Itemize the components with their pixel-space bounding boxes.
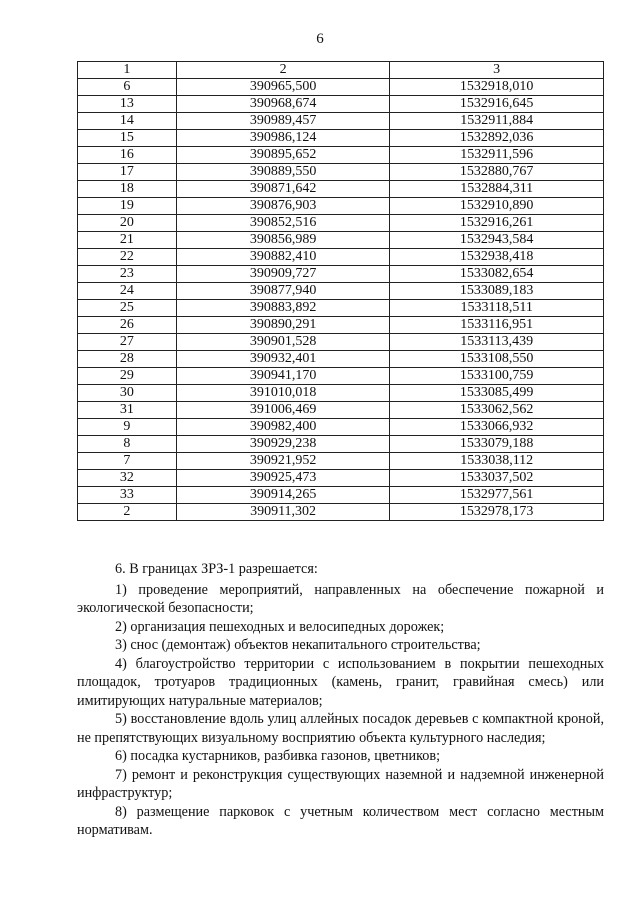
- y-coordinate-cell: 1533089,183: [390, 283, 604, 300]
- y-coordinate-cell: 1532978,173: [390, 504, 604, 521]
- x-coordinate-cell: 390911,302: [176, 504, 390, 521]
- x-coordinate-cell: 390883,892: [176, 300, 390, 317]
- point-number-cell: 16: [78, 147, 177, 164]
- table-row: [78, 368, 604, 385]
- x-coordinate-cell: 390986,124: [176, 130, 390, 147]
- point-number-cell: 13: [78, 96, 177, 113]
- coordinates-table-body: [78, 62, 604, 521]
- y-coordinate-cell: 1533038,112: [390, 453, 604, 470]
- list-item: 1) проведение мероприятий, направленных на обеспечение пожарной и экологической безопасности;: [77, 581, 604, 616]
- table-row: [78, 504, 604, 521]
- table-row: [78, 79, 604, 96]
- x-coordinate-cell: 390909,727: [176, 266, 390, 283]
- table-row: [78, 130, 604, 147]
- list-item: 2) организация пешеходных и велосипедных дорожек;: [115, 618, 445, 635]
- point-number-cell: 14: [78, 113, 177, 130]
- x-coordinate-cell: 390921,952: [176, 453, 390, 470]
- table-row: [78, 385, 604, 402]
- point-number-cell: 22: [78, 249, 177, 266]
- y-coordinate-cell: 1532911,596: [390, 147, 604, 164]
- section-heading: 6. В границах ЗРЗ-1 разрешается:: [115, 561, 318, 577]
- x-coordinate-cell: 390901,528: [176, 334, 390, 351]
- list-item: 7) ремонт и реконструкция существующих наземной и надземной инженерной инфраструктур;: [77, 766, 604, 801]
- y-coordinate-cell: 1533100,759: [390, 368, 604, 385]
- table-row: [78, 249, 604, 266]
- y-coordinate-cell: 1533113,439: [390, 334, 604, 351]
- point-number-cell: 18: [78, 181, 177, 198]
- point-number-cell: 21: [78, 232, 177, 249]
- table-row: [78, 351, 604, 368]
- x-coordinate-cell: 390941,170: [176, 368, 390, 385]
- x-coordinate-cell: 390932,401: [176, 351, 390, 368]
- page-number: 6: [316, 31, 324, 47]
- y-coordinate-cell: 1533079,188: [390, 436, 604, 453]
- y-coordinate-cell: 1533085,499: [390, 385, 604, 402]
- point-number-cell: 26: [78, 317, 177, 334]
- x-coordinate-cell: 390925,473: [176, 470, 390, 487]
- x-coordinate-cell: 390914,265: [176, 487, 390, 504]
- point-number-cell: 15: [78, 130, 177, 147]
- x-coordinate-cell: 390968,674: [176, 96, 390, 113]
- point-number-cell: 20: [78, 215, 177, 232]
- permitted-uses-section: [77, 560, 604, 840]
- list-item: 5) восстановление вдоль улиц аллейных посадок деревьев с компактной кроной, не препятствующих визуальному восприятию объекта культурного наследия;: [77, 711, 604, 746]
- list-item: 4) благоустройство территории с использованием в покрытии пешеходных площадок, тротуаров традиционных (камень, гранит, гравийная смесь) или имитирующих натуральные материалов;: [77, 655, 604, 709]
- x-coordinate-cell: 390852,516: [176, 215, 390, 232]
- point-number-cell: 30: [78, 385, 177, 402]
- point-number-cell: 17: [78, 164, 177, 181]
- x-coordinate-cell: 391006,469: [176, 402, 390, 419]
- x-coordinate-cell: 390856,989: [176, 232, 390, 249]
- y-coordinate-cell: 1532938,418: [390, 249, 604, 266]
- table-row: [78, 436, 604, 453]
- x-coordinate-cell: 390982,400: [176, 419, 390, 436]
- table-row: [78, 487, 604, 504]
- list-item: 6) посадка кустарников, разбивка газонов, цветников;: [115, 748, 441, 764]
- table-row: [78, 283, 604, 300]
- header-cell-point: 1: [78, 62, 177, 79]
- y-coordinate-cell: 1532911,884: [390, 113, 604, 130]
- table-row: [78, 402, 604, 419]
- coordinates-table: [77, 61, 604, 521]
- x-coordinate-cell: 390929,238: [176, 436, 390, 453]
- x-coordinate-cell: 390895,652: [176, 147, 390, 164]
- x-coordinate-cell: 390871,642: [176, 181, 390, 198]
- y-coordinate-cell: 1533108,550: [390, 351, 604, 368]
- list-item: 3) снос (демонтаж) объектов некапитального строительства;: [115, 637, 481, 653]
- point-number-cell: 19: [78, 198, 177, 215]
- y-coordinate-cell: 1532884,311: [390, 181, 604, 198]
- table-row: [78, 317, 604, 334]
- header-cell-y: 3: [390, 62, 604, 79]
- point-number-cell: 23: [78, 266, 177, 283]
- point-number-cell: 29: [78, 368, 177, 385]
- point-number-cell: 8: [78, 436, 177, 453]
- y-coordinate-cell: 1532916,645: [390, 96, 604, 113]
- y-coordinate-cell: 1532977,561: [390, 487, 604, 504]
- table-row: [78, 147, 604, 164]
- y-coordinate-cell: 1533082,654: [390, 266, 604, 283]
- x-coordinate-cell: 390989,457: [176, 113, 390, 130]
- table-header-row: [78, 62, 604, 79]
- point-number-cell: 25: [78, 300, 177, 317]
- point-number-cell: 27: [78, 334, 177, 351]
- permitted-uses-list: [77, 581, 604, 840]
- point-number-cell: 31: [78, 402, 177, 419]
- y-coordinate-cell: 1532943,584: [390, 232, 604, 249]
- point-number-cell: 9: [78, 419, 177, 436]
- table-row: [78, 266, 604, 283]
- table-row: [78, 113, 604, 130]
- y-coordinate-cell: 1532892,036: [390, 130, 604, 147]
- y-coordinate-cell: 1533116,951: [390, 317, 604, 334]
- table-row: [78, 215, 604, 232]
- header-cell-x: 2: [176, 62, 390, 79]
- point-number-cell: 33: [78, 487, 177, 504]
- point-number-cell: 7: [78, 453, 177, 470]
- x-coordinate-cell: 390876,903: [176, 198, 390, 215]
- list-item: 8) размещение парковок с учетным количеством мест согласно местным нормативам.: [77, 803, 604, 838]
- x-coordinate-cell: 391010,018: [176, 385, 390, 402]
- table-row: [78, 164, 604, 181]
- x-coordinate-cell: 390965,500: [176, 79, 390, 96]
- table-row: [78, 181, 604, 198]
- table-row: [78, 470, 604, 487]
- point-number-cell: 6: [78, 79, 177, 96]
- y-coordinate-cell: 1533062,562: [390, 402, 604, 419]
- point-number-cell: 2: [78, 504, 177, 521]
- point-number-cell: 24: [78, 283, 177, 300]
- table-row: [78, 198, 604, 215]
- x-coordinate-cell: 390882,410: [176, 249, 390, 266]
- x-coordinate-cell: 390877,940: [176, 283, 390, 300]
- table-row: [78, 334, 604, 351]
- table-row: [78, 300, 604, 317]
- y-coordinate-cell: 1533066,932: [390, 419, 604, 436]
- y-coordinate-cell: 1532918,010: [390, 79, 604, 96]
- y-coordinate-cell: 1533037,502: [390, 470, 604, 487]
- table-row: [78, 96, 604, 113]
- y-coordinate-cell: 1533118,511: [390, 300, 604, 317]
- x-coordinate-cell: 390889,550: [176, 164, 390, 181]
- table-row: [78, 232, 604, 249]
- y-coordinate-cell: 1532910,890: [390, 198, 604, 215]
- point-number-cell: 28: [78, 351, 177, 368]
- point-number-cell: 32: [78, 470, 177, 487]
- y-coordinate-cell: 1532916,261: [390, 215, 604, 232]
- table-row: [78, 453, 604, 470]
- y-coordinate-cell: 1532880,767: [390, 164, 604, 181]
- x-coordinate-cell: 390890,291: [176, 317, 390, 334]
- table-row: [78, 419, 604, 436]
